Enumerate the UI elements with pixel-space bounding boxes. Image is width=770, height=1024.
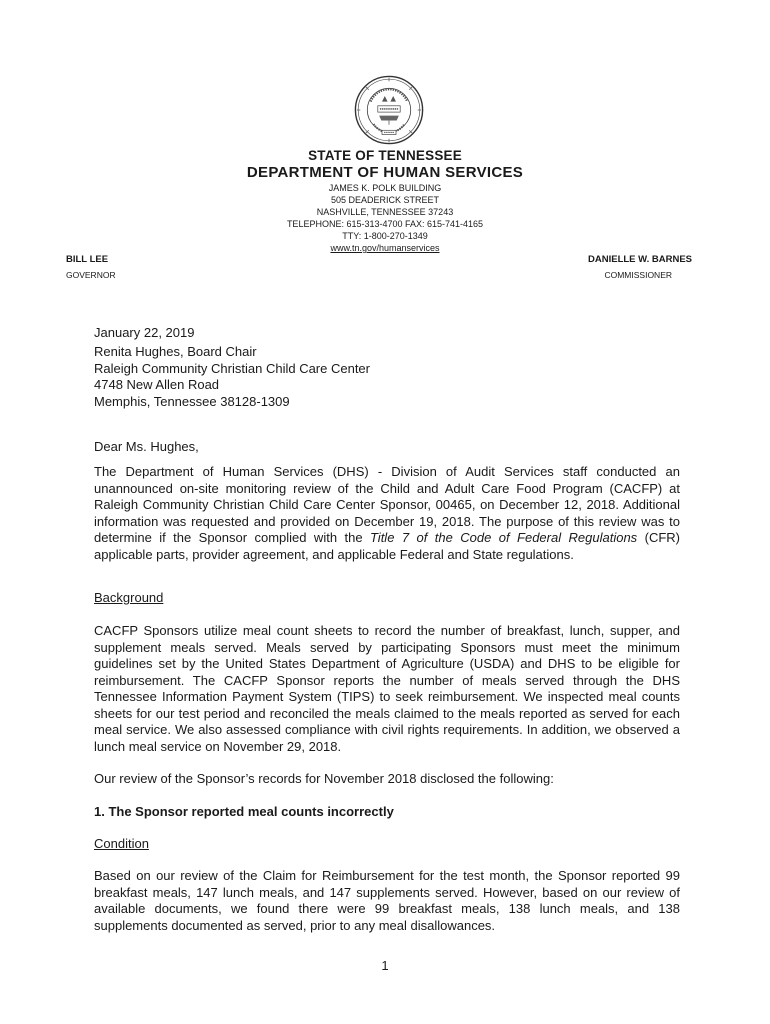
address-line-tty: TTY: 1-800-270-1349 <box>342 231 428 241</box>
review-intro: Our review of the Sponsor’s records for November 2018 disclosed the following: <box>94 771 554 786</box>
address-line-phone-fax: TELEPHONE: 615-313-4700 FAX: 615-741-4165 <box>286 219 484 229</box>
recipient-line: Memphis, Tennessee 38128-1309 <box>94 393 290 409</box>
letter-date: January 22, 2019 <box>94 325 195 340</box>
recipient-line: Raleigh Community Christian Child Care Center <box>94 360 370 376</box>
address-line-city: NASHVILLE, TENNESSEE 37243 <box>316 207 454 217</box>
background-paragraph: CACFP Sponsors utilize meal count sheets to record the number of breakfast, lunch, supper, and supplement meals served. Meals served by participating Sponsors must meet the minimum guidelines set by the United States Department of Agriculture (USDA) and DHS to be eligible for reimbursement. The CACFP Sponsor reports the number of meals served through the DHS Tennessee Information Payment System (TIPS) to seek reimbursement. We inspected meal counts sheets for our test period and reconciled the meals claimed to the meals reported as served for each meal service. We also assessed compliance with civil rights requirements. In addition, we observed a lunch meal service on November 29, 2018. <box>94 623 680 754</box>
address-line-street: 505 DEADERICK STREET <box>330 195 440 205</box>
condition-heading: Condition <box>94 836 149 851</box>
page-number: 1 <box>381 958 389 973</box>
finding-heading: 1. The Sponsor reported meal counts incorrectly <box>94 804 394 819</box>
recipient-line: Renita Hughes, Board Chair <box>94 344 257 359</box>
commissioner-name: DANIELLE W. BARNES <box>588 254 692 265</box>
condition-paragraph: Based on our review of the Claim for Reimbursement for the test month, the Sponsor reported 99 breakfast meals, 147 lunch meals, and 147 supplements served. However, based on our review of available documents, we found there were 99 breakfast meals, 138 lunch meals, and 138 supplements documented as served, prior to any meal disallowances. <box>94 868 680 933</box>
cfr-title-italic: Title 7 of the Code of Federal Regulations <box>369 530 638 545</box>
recipient-line: 4748 New Allen Road <box>94 377 220 392</box>
governor-name: BILL LEE <box>66 254 109 265</box>
state-title: STATE OF TENNESSEE <box>308 148 462 163</box>
background-heading: Background <box>94 590 164 605</box>
governor-title: GOVERNOR <box>66 270 116 280</box>
website-link[interactable]: www.tn.gov/humanservices <box>330 243 440 253</box>
department-title: DEPARTMENT OF HUMAN SERVICES <box>246 164 524 181</box>
salutation: Dear Ms. Hughes, <box>94 439 199 454</box>
state-seal-logo <box>354 75 424 145</box>
intro-paragraph: The Department of Human Services (DHS) - Division of Audit Services staff conducted an unannounced on-site monitoring review of the Child and Adult Care Food Program (CACFP) at Raleigh Community Christian Child Care Center Sponsor, 00465, on December 12, 2018. Additional information was requested and provided on December 19, 2018. The purpose of this review was to determine if the Sponsor complied with the Title 7 of the Code of Federal Regulations (CFR) applicable parts, provider agreement, and applicable Federal and State regulations. <box>94 464 680 562</box>
recipient-address <box>94 344 680 410</box>
address-line-building: JAMES K. POLK BUILDING <box>328 183 442 193</box>
commissioner-title: COMMISSIONER <box>604 270 672 280</box>
